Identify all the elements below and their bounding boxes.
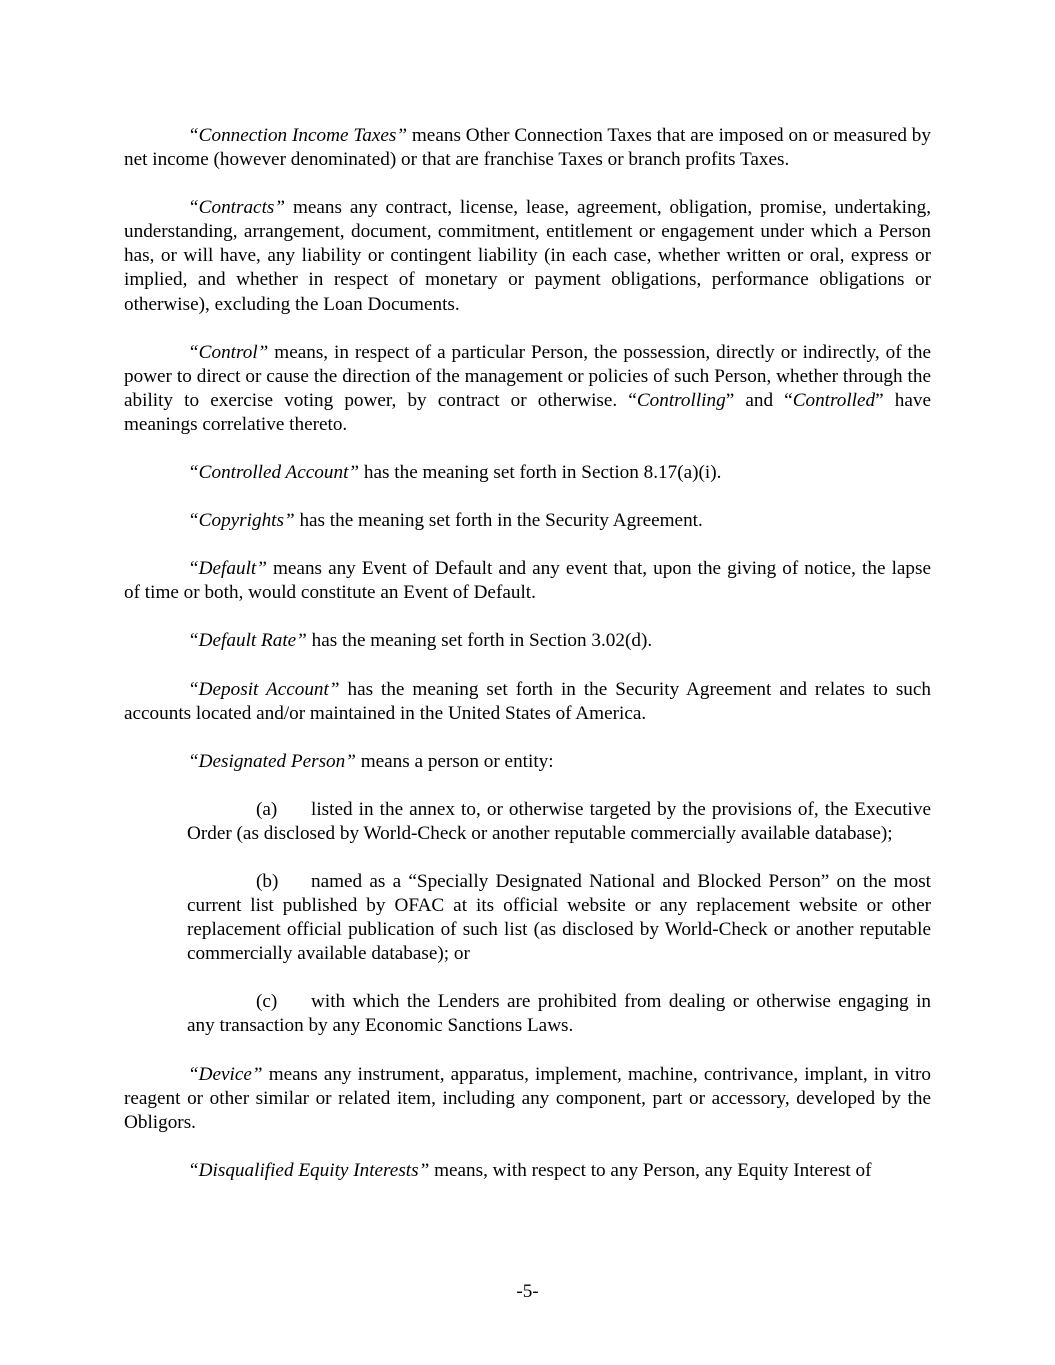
defined-term: “Default” <box>188 558 267 580</box>
item-text: named as a “Specially Designated National and Blocked Person” on the most current list published by OFAC at its official website or any replacement website or other replacement official publication of such list (as disclosed by World-Check or another reputable commercially available database); or <box>187 870 931 965</box>
defined-term: “Deposit Account” <box>188 678 340 700</box>
designated-person-item-a <box>187 798 931 846</box>
item-text: with which the Lenders are prohibited from dealing or otherwise engaging in any transaction by any Economic Sanctions Laws. <box>187 991 931 1037</box>
defined-term: “Designated Person” <box>188 750 356 772</box>
definition-text: means any contract, license, lease, agreement, obligation, promise, undertaking, understanding, arrangement, document, commitment, entitlement or engagement under which a Person has, or will have, any liability or contingent liability (in each case, whether written or oral, express or implied, and whether in respect of monetary or payment obligations, performance obligations or otherwise), excluding the Loan Documents. <box>124 197 931 315</box>
definition-default <box>124 557 931 605</box>
definition-contracts <box>124 196 931 316</box>
definition-text: means Other Connection Taxes that are imposed on or measured by net income (however denominated) or that are franchise Taxes or branch profits Taxes. <box>124 125 931 171</box>
definition-connection-income-taxes <box>124 124 931 172</box>
definition-text: has the meaning set forth in Section 8.17(a)(i). <box>359 462 722 484</box>
item-label: (b) <box>256 870 279 892</box>
definition-text: means, with respect to any Person, any Equity Interest of <box>429 1159 872 1181</box>
document-body <box>124 124 931 1207</box>
definition-text: means, in respect of a particular Person, the possession, directly or indirectly, of the power to direct or cause the direction of the management or policies of such Person, whether through the ability to exercise voting power, by contract or otherwise. “ <box>124 341 931 411</box>
item-label: (a) <box>256 798 278 820</box>
defined-term: “Disqualified Equity Interests” <box>188 1159 430 1181</box>
designated-person-item-b <box>187 870 931 966</box>
defined-term: “Control” <box>188 341 269 363</box>
definition-text: has the meaning set forth in Section 3.02(d). <box>306 630 653 652</box>
definition-text: has the meaning set forth in the Security Agreement and relates to such accounts located and/or maintained in the United States of America. <box>124 678 931 724</box>
definition-text: means a person or entity: <box>355 750 554 772</box>
defined-term-controlled: Controlled <box>792 389 876 411</box>
definition-text: ” and “ <box>725 389 793 411</box>
defined-term: “Controlled Account” <box>188 462 360 484</box>
item-text: listed in the annex to, or otherwise targeted by the provisions of, the Executive Order (as disclosed by World-Check or another reputable commercially available database); <box>187 798 931 844</box>
definition-disqualified-equity-interests <box>124 1159 931 1183</box>
designated-person-item-c <box>187 990 931 1038</box>
definition-device <box>124 1063 931 1135</box>
item-label: (c) <box>256 991 278 1013</box>
defined-term: “Copyrights” <box>188 510 295 532</box>
defined-term: “Default Rate” <box>188 630 307 652</box>
definition-copyrights <box>124 509 931 533</box>
defined-term: “Contracts” <box>188 197 286 219</box>
definition-text: means any Event of Default and any event that, upon the giving of notice, the lapse of time or both, would constitute an Event of Default. <box>124 558 931 604</box>
definition-control <box>124 341 931 437</box>
definition-text: means any instrument, apparatus, implement, machine, contrivance, implant, in vitro reagent or other similar or related item, including any component, part or accessory, developed by the Obligors. <box>124 1063 931 1133</box>
definition-text: has the meaning set forth in the Security Agreement. <box>294 510 703 532</box>
definition-deposit-account <box>124 678 931 726</box>
defined-term: “Device” <box>188 1063 263 1085</box>
definition-default-rate <box>124 629 931 653</box>
definition-controlled-account <box>124 461 931 485</box>
definition-designated-person <box>124 750 931 774</box>
defined-term-controlling: Controlling <box>636 389 726 411</box>
definition-text: ” have meanings correlative thereto. <box>124 389 931 435</box>
page-number: -5- <box>516 1281 539 1302</box>
defined-term: “Connection Income Taxes” <box>188 125 408 146</box>
